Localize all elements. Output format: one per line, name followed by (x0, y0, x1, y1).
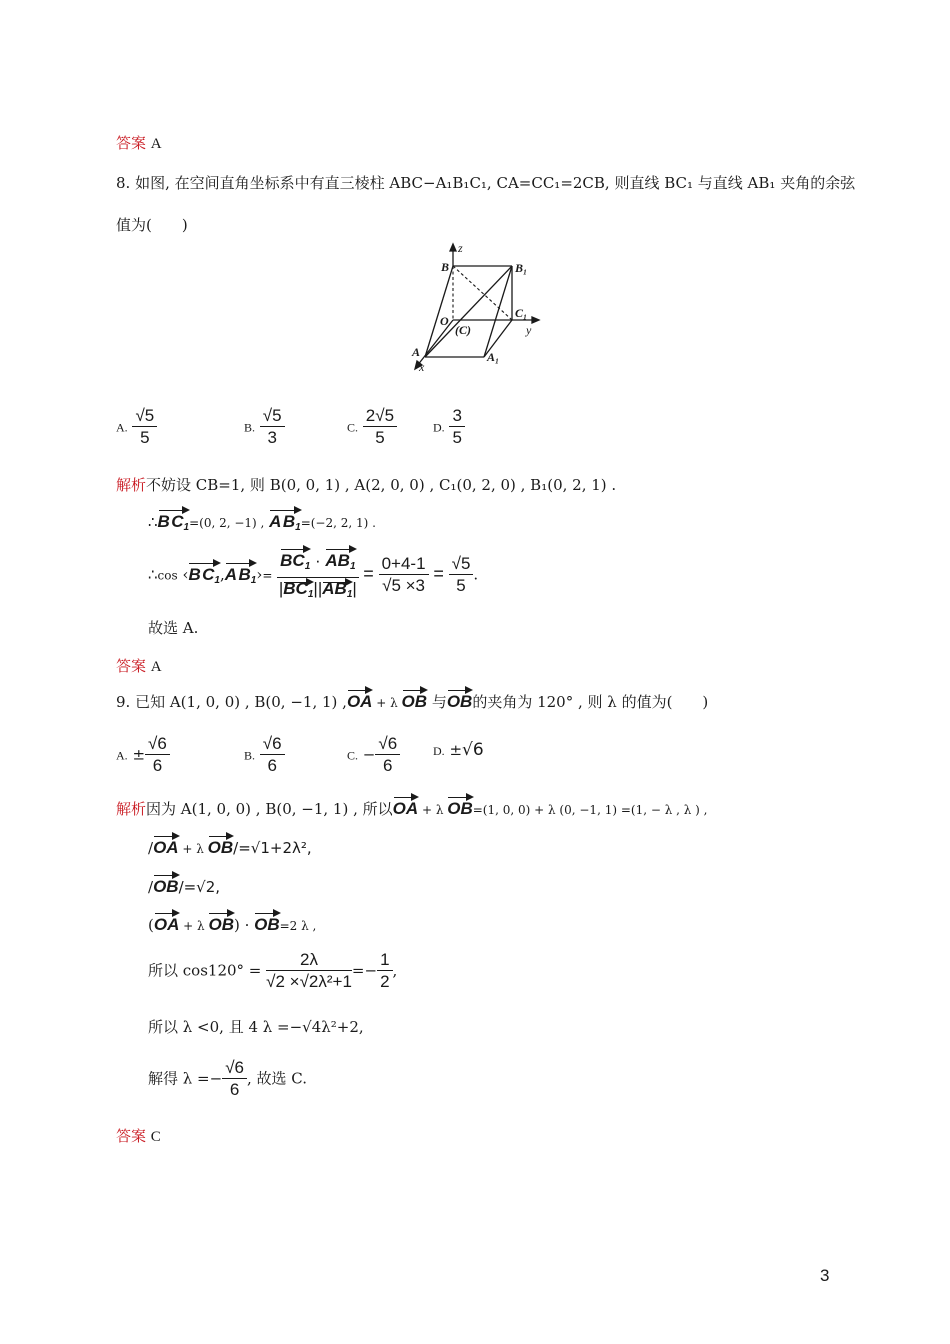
vector-ob: OB (208, 832, 234, 858)
answer-value: C (150, 1129, 161, 1145)
option-fraction (363, 406, 397, 449)
step-prefix: 解得 λ =− (148, 1069, 223, 1088)
option-letter: C. (347, 748, 359, 763)
vector-ab1-value: =(−2, 2, 1) . (300, 516, 376, 530)
frac-num: 1 (377, 950, 392, 971)
answer-line-q7 (116, 132, 162, 153)
answer-line-q8 (116, 655, 162, 676)
answer-line-q9 (116, 1125, 161, 1146)
cos-formula-fraction: $\frac{BC_1 \cdot AB_1}{|BC_1||AB_1|}$ (277, 545, 358, 606)
label-C: (C) (455, 323, 471, 337)
question-8-stem-line2: 值为( ) (116, 216, 188, 234)
prism-figure (405, 240, 555, 375)
option-letter: B. (244, 748, 256, 763)
frac-den: 6 (383, 756, 393, 775)
vector-ob: OB (447, 793, 473, 819)
analysis-text: 因为 A(1, 0, 0) , B(0, −1, 1) , 所以 (146, 800, 393, 818)
frac-num: √6 (260, 734, 285, 755)
option-c[interactable] (347, 406, 397, 449)
option-sign: ± (132, 745, 146, 764)
page-number: 3 (820, 1266, 830, 1285)
label-B1: B₁ (515, 261, 528, 275)
cos-value-fraction (379, 554, 429, 597)
step-equals: =− (351, 961, 378, 980)
frac-num: √5 (449, 554, 474, 575)
label-A1: A₁ (487, 350, 500, 364)
answer-label: 答案 (116, 134, 147, 152)
frac-den: 6 (152, 756, 163, 775)
option-d[interactable] (433, 740, 484, 760)
frac-num: 3 (449, 406, 464, 427)
analysis-step-4: 所以 cos120° = $\frac{2\lambda}{\text{√2 ×√2λ²+1}}$ =− $\frac{1}{2}$ , (148, 950, 398, 991)
option-letter: B. (244, 420, 256, 435)
frac-den: √2 ×√2λ²+1 (266, 972, 352, 991)
option-letter: C. (347, 420, 359, 435)
analysis-tail: =(1, 0, 0) + λ (0, −1, 1) =(1, − λ , λ ) , (472, 803, 708, 817)
frac-num: √5 (132, 406, 157, 427)
vector-ob: OB (254, 909, 280, 935)
frac-num: √6 (375, 734, 400, 755)
option-b[interactable] (244, 734, 285, 777)
frac-den: 2 (380, 972, 390, 991)
step-value: =2 λ , (279, 919, 317, 933)
frac-den: 5 (456, 576, 466, 595)
option-d[interactable] (433, 406, 465, 449)
option-a[interactable] (116, 406, 157, 449)
half-fraction (377, 950, 392, 993)
angle-bracket: ‹ (182, 565, 189, 584)
analysis-step-2: /OB/=√2, (148, 871, 220, 897)
analysis-line-q8 (116, 474, 616, 495)
vector-oa: OA (393, 793, 419, 819)
vector-ab1: A $B_1$ (269, 506, 301, 533)
option-value: √6 (462, 740, 484, 760)
answer-label: 答案 (116, 657, 147, 675)
answer-value: A (150, 136, 162, 152)
analysis-label: 解析 (116, 476, 147, 494)
frac-den: 3 (267, 428, 277, 447)
option-fraction (145, 734, 170, 777)
vector-ob: OB (208, 909, 234, 935)
frac-num: √5 (260, 406, 285, 427)
frac-den: 5 (452, 428, 462, 447)
frac-den: 5 (140, 428, 150, 447)
analysis-step-3: (OA + λ OB) · OB=2 λ , (148, 909, 316, 935)
frac-den: √5 ×3 (382, 576, 426, 595)
question-8-stem-line1: 8. 如图, 在空间直角坐标系中有直三棱柱 ABC−A₁B₁C₁, CA=CC₁=2CB, 则直线 BC₁ 与直线 AB₁ 夹角的余弦 (116, 174, 856, 192)
option-fraction (375, 734, 400, 777)
label-B: B (441, 260, 450, 274)
answer-value: A (150, 659, 162, 675)
frac-num: 2√5 (363, 406, 397, 427)
analysis-step-5: 所以 λ <0, 且 4 λ =−√4λ²+2, (148, 1018, 364, 1036)
label-C1: C₁ (515, 306, 528, 320)
frac-num: √6 (222, 1058, 247, 1079)
step-fraction (266, 950, 352, 993)
step-prefix: 所以 cos120° = (148, 961, 262, 980)
frac-den: 5 (375, 428, 385, 447)
vector-oa: OA (154, 909, 180, 935)
option-sign: ± (449, 741, 463, 759)
frac-num: √6 (145, 734, 170, 755)
analysis-label: 解析 (116, 800, 147, 818)
vector-bc1-value: =(0, 2, −1) , (189, 516, 265, 530)
step-fraction (222, 1058, 247, 1101)
frac-num: 0+4-1 (379, 554, 429, 575)
option-letter: A. (116, 748, 128, 763)
option-b[interactable] (244, 406, 285, 449)
label-O: O (440, 314, 449, 328)
analysis-step-2: ∴cos ‹B $C_1,A$ $B_1›=$ $\frac{BC_1 \cdot AB_1}{|BC_1||AB_1|}$ = $\frac{0+4-1}{√5 \times 3}$ = $\frac{√5}{5}$ . (148, 545, 478, 606)
analysis-step-1: /OA + λ OB/=√1+2λ², (148, 832, 312, 858)
stem-prefix: 9. 已知 A(1, 0, 0) , B(0, −1, 1) , (116, 693, 347, 711)
frac-den: 6 (229, 1080, 240, 1099)
cos-text: cos (157, 568, 178, 583)
analysis-step-6 (148, 1058, 307, 1101)
answer-label: 答案 (116, 1127, 147, 1145)
option-letter: D. (433, 744, 445, 758)
step-value: /=√2, (178, 878, 221, 896)
cos-final-fraction (449, 554, 474, 597)
option-fraction (260, 734, 285, 777)
frac-den: 6 (267, 756, 277, 775)
label-A: A (412, 345, 421, 359)
vector-ob: OB (153, 871, 179, 897)
label-x: x (419, 360, 425, 374)
option-letter: D. (433, 420, 445, 435)
vector-ab1: A $B_1$ (225, 559, 257, 586)
vector-ob: OB (447, 686, 473, 712)
analysis-step-1 (148, 506, 376, 533)
stem-suffix: 的夹角为 120° , 则 λ 的值为( ) (472, 693, 709, 711)
question-9-options (116, 734, 616, 784)
analysis-conclusion-q8: 故选 A. (148, 619, 199, 637)
label-z: z (458, 241, 463, 255)
therefore-symbol: ∴ (148, 513, 158, 531)
analysis-line-q9: 解析因为 A(1, 0, 0) , B(0, −1, 1) , 所以OA + λ OB=(1, 0, 0) + λ (0, −1, 1) =(1, − λ , λ ) , (116, 793, 707, 819)
vector-bc1: B $C_1$ (188, 559, 220, 586)
vector-bc1: B $C_1$ (158, 506, 190, 533)
analysis-text: 不妨设 CB=1, 则 B(0, 0, 1) , A(2, 0, 0) , C₁(0, 2, 0) , B₁(0, 2, 1) . (146, 476, 617, 494)
vector-oa: OA (347, 686, 373, 712)
equals: = (262, 568, 273, 583)
option-sign: − (362, 745, 376, 764)
therefore-symbol: ∴ (148, 565, 158, 584)
question-9-stem: 9. 已知 A(1, 0, 0) , B(0, −1, 1) ,OA + λ OB 与OB的夹角为 120° , 则 λ 的值为( ) (116, 686, 708, 712)
step-tail: , 故选 C. (246, 1069, 307, 1088)
option-fraction (449, 406, 464, 449)
angle-bracket: › (256, 565, 263, 584)
question-8-options (116, 406, 616, 456)
vector-ob: OB (402, 686, 428, 712)
option-a[interactable] (116, 734, 170, 777)
vector-oa: OA (153, 832, 179, 858)
label-y: y (526, 323, 532, 337)
option-c[interactable] (347, 734, 400, 777)
option-fraction (132, 406, 157, 449)
step-value: /=√1+2λ², (233, 839, 312, 857)
frac-num: 2λ (266, 950, 352, 971)
option-fraction (260, 406, 285, 449)
option-letter: A. (116, 420, 128, 435)
